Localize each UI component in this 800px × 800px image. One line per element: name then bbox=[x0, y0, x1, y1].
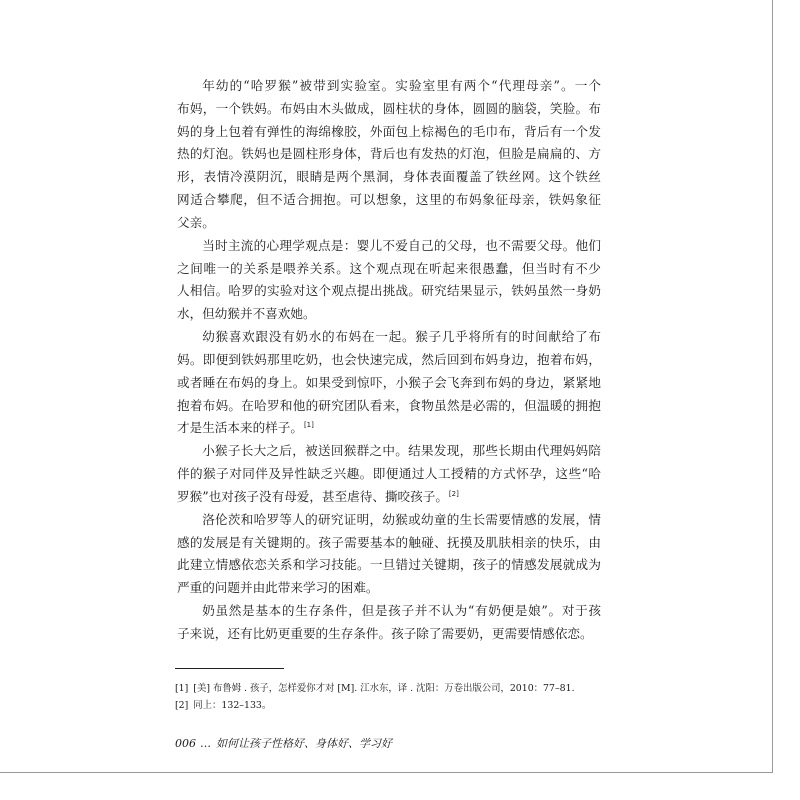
paragraph bbox=[177, 235, 601, 326]
line-text: 妈。即便到铁妈那里吃奶，也会快速完成，然后回到布妈身边，抱着布妈， bbox=[177, 351, 601, 367]
page-footer bbox=[175, 736, 392, 752]
line-text: 网适合攀爬，但不适合拥抱。可以想象，这里的布妈象征母亲，铁妈象征 bbox=[177, 192, 601, 208]
text-line bbox=[177, 486, 601, 509]
text-line bbox=[177, 417, 601, 440]
line-text: 抱着布妈。在哈罗和他的研究团队看来，食物虽然是必需的，但温暖的拥抱 bbox=[177, 397, 601, 413]
footnote-marker: [2] bbox=[175, 700, 189, 711]
footnotes bbox=[175, 680, 605, 714]
paragraph bbox=[177, 75, 601, 235]
line-text: 妈的身上包着有弹性的海绵橡胶，外面包上棕褐色的毛巾布，背后有一个发 bbox=[177, 123, 601, 139]
footnote-divider bbox=[175, 668, 284, 669]
body-text bbox=[177, 75, 601, 646]
line-text: 之间唯一的关系是喂养关系。这个观点现在听起来很愚蠢，但当时有不少 bbox=[177, 260, 601, 276]
text-line bbox=[177, 509, 601, 532]
line-text: 奶虽然是基本的生存条件，但是孩子并不认为“有奶便是娘”。对于孩 bbox=[202, 603, 601, 619]
line-text: 严重的问题并由此带来学习的困难。 bbox=[177, 580, 379, 596]
text-line bbox=[177, 372, 601, 395]
text-line bbox=[177, 532, 601, 555]
footer-separator: … bbox=[200, 737, 211, 750]
text-line bbox=[177, 303, 601, 326]
text-line bbox=[177, 189, 601, 212]
footnote-marker: [1] bbox=[175, 683, 189, 694]
line-text: 水，但幼猴并不喜欢她。 bbox=[177, 306, 316, 322]
line-text: 热的灯泡。铁妈也是圆柱形身体，背后也有发热的灯泡，但脸是扁扁的、方 bbox=[177, 146, 601, 162]
line-text: 伴的猴子对同伴及异性缺乏兴趣。即便通过人工授精的方式怀孕，这些“哈 bbox=[177, 466, 601, 482]
line-text: 布妈，一个铁妈。布妈由木头做成，圆柱状的身体，圆圆的脑袋，笑脸。布 bbox=[177, 100, 601, 116]
text-line bbox=[177, 463, 601, 486]
line-text: 洛伦茨和哈罗等人的研究证明，幼猴或幼童的生长需要情感的发展，情 bbox=[202, 511, 601, 527]
line-text: 幼猴喜欢跟没有奶水的布妈在一起。猴子几乎将所有的时间献给了布 bbox=[202, 329, 601, 345]
paragraph bbox=[177, 440, 601, 508]
footnote-text: [美] 布鲁姆 . 孩子，怎样爱你才对 [M]. 江水东，译 . 沈阳：万卷出版公司，2010：77–81. bbox=[193, 683, 575, 694]
footnote-ref: [1] bbox=[303, 421, 314, 430]
text-line bbox=[177, 440, 601, 463]
page-number: 006 bbox=[175, 737, 196, 750]
line-text: 才是生活本来的样子。 bbox=[177, 420, 303, 436]
line-text: 此建立情感依恋关系和学习技能。一旦错过关键期，孩子的情感发展就成为 bbox=[177, 557, 601, 573]
paragraph bbox=[177, 326, 601, 440]
running-title: 如何让孩子性格好、身体好、学习好 bbox=[216, 737, 392, 750]
line-text: 年幼的“哈罗猴”被带到实验室。实验室里有两个“代理母亲”。一个 bbox=[202, 78, 601, 93]
text-line bbox=[177, 121, 601, 144]
text-line bbox=[177, 75, 601, 98]
text-line bbox=[177, 395, 601, 418]
text-line bbox=[177, 143, 601, 166]
footnote-text: 同上：132–133。 bbox=[193, 700, 272, 711]
footnote-ref: [2] bbox=[448, 489, 459, 498]
footnote bbox=[175, 680, 605, 697]
text-line bbox=[177, 577, 601, 600]
line-text: 感的发展是有关键期的。孩子需要基本的触碰、抚摸及肌肤相亲的快乐，由 bbox=[177, 534, 601, 550]
line-text: 形，表情冷漠阴沉，眼睛是两个黑洞，身体表面覆盖了铁丝网。这个铁丝 bbox=[177, 169, 601, 185]
text-line bbox=[177, 623, 601, 646]
text-line bbox=[177, 166, 601, 189]
text-line bbox=[177, 235, 601, 258]
text-line bbox=[177, 212, 601, 235]
line-text: 当时主流的心理学观点是：婴儿不爱自己的父母，也不需要父母。他们 bbox=[202, 237, 601, 253]
line-text: 父亲。 bbox=[177, 214, 215, 230]
line-text: 人相信。哈罗的实验对这个观点提出挑战。研究结果显示，铁妈虽然一身奶 bbox=[177, 283, 601, 299]
text-line bbox=[177, 98, 601, 121]
text-line bbox=[177, 349, 601, 372]
line-text: 子来说，还有比奶更重要的生存条件。孩子除了需要奶，更需要情感依恋。 bbox=[177, 625, 593, 641]
paragraph bbox=[177, 600, 601, 646]
paragraph bbox=[177, 509, 601, 600]
text-line bbox=[177, 258, 601, 281]
text-line bbox=[177, 280, 601, 303]
line-text: 或者睡在布妈的身上。如果受到惊吓，小猴子会飞奔到布妈的身边，紧紧地 bbox=[177, 374, 601, 390]
line-text: 小猴子长大之后，被送回猴群之中。结果发现，那些长期由代理妈妈陪 bbox=[202, 443, 601, 459]
text-line bbox=[177, 326, 601, 349]
line-text: 罗猴”也对孩子没有母爱，甚至虐待、撕咬孩子。 bbox=[177, 488, 448, 504]
text-line bbox=[177, 554, 601, 577]
text-line bbox=[177, 600, 601, 623]
footnote bbox=[175, 697, 605, 714]
